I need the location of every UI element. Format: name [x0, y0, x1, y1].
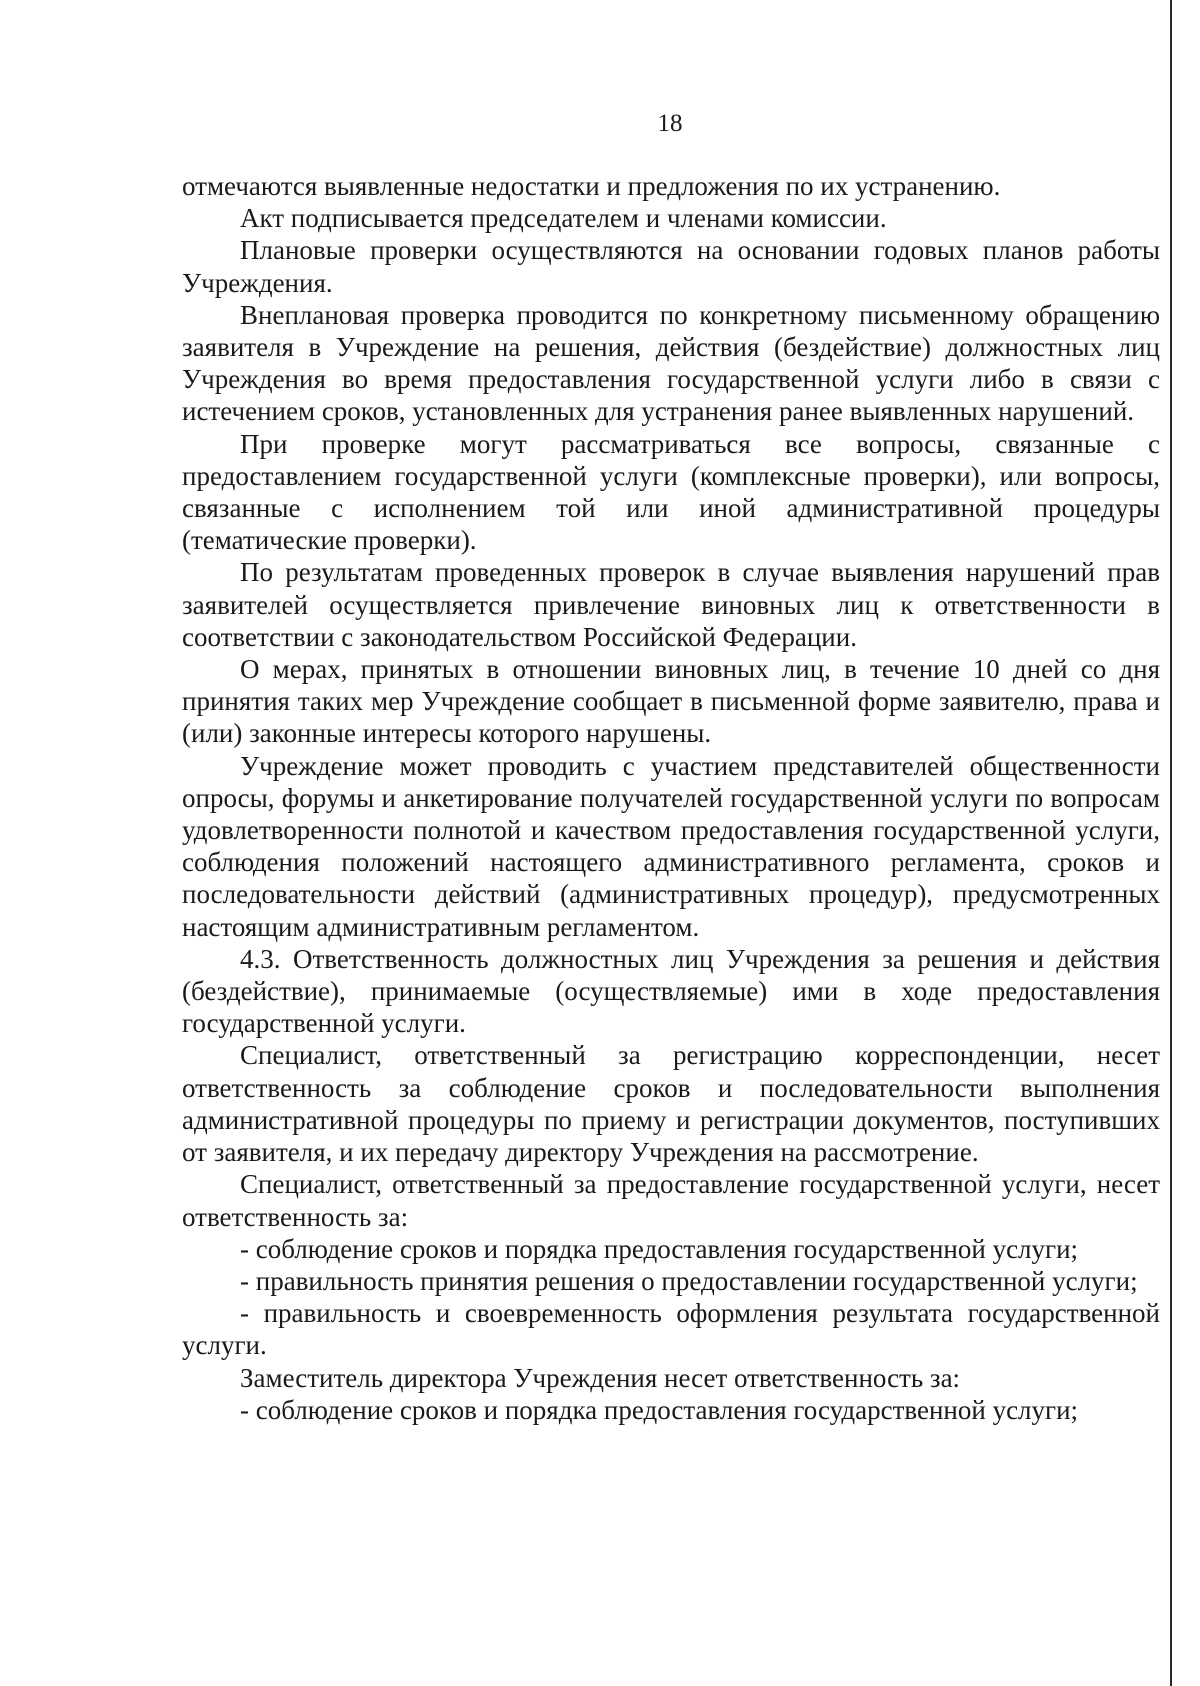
document-body: [182, 170, 1160, 1426]
paragraph: По результатам проведенных проверок в случае выявления нарушений прав заявителей осуществляется привлечение виновных лиц к ответственности в соответствии с законодательством Российской Федерации.: [182, 557, 1160, 652]
paragraph: Учреждение может проводить с участием представителей общественности опросы, форумы и анкетирование получателей государственной услуги по вопросам удовлетворенности полнотой и качеством предоставления государственной услуги, соблюдения положений настоящего административного регламента, сроков и последовательности действий (административных процедур), предусмотренных настоящим административным регламентом.: [182, 750, 1160, 942]
paragraph: Внеплановая проверка проводится по конкретному письменному обращению заявителя в Учреждение на решения, действия (бездействие) должностных лиц Учреждения во время предоставления государственной услуги либо в связи с истечением сроков, установленных для устранения ранее выявленных нарушений.: [182, 299, 1160, 427]
paragraph: отмечаются выявленные недостатки и предложения по их устранению.: [182, 171, 1001, 201]
paragraph: Специалист, ответственный за предоставление государственной услуги, несет ответственность за:: [182, 1169, 1160, 1232]
list-item: - правильность и своевременность оформления результата государственной услуги.: [182, 1298, 1160, 1361]
paragraph: Акт подписывается председателем и членами комиссии.: [240, 203, 887, 234]
list-item: - соблюдение сроков и порядка предоставления государственной услуги;: [240, 1394, 1079, 1425]
list-item: - правильность принятия решения о предоставлении государственной услуги;: [240, 1265, 1138, 1296]
scan-edge-line: [1170, 0, 1172, 1686]
paragraph: О мерах, принятых в отношении виновных лиц, в течение 10 дней со дня принятия таких мер Учреждение сообщает в письменной форме заявителю, права и (или) законные интересы которого нарушены.: [182, 654, 1160, 749]
section-heading-4-3: 4.3. Ответственность должностных лиц Учреждения за решения и действия (бездействие), принимаемые (осуществляемые) ими в ходе предоставления государственной услуги.: [182, 943, 1160, 1039]
paragraph: Плановые проверки осуществляются на основании годовых планов работы Учреждения.: [182, 235, 1160, 298]
paragraph: Специалист, ответственный за регистрацию корреспонденции, несет ответственность за соблюдение сроков и последовательности выполнения административной процедуры по приему и регистрации документов, поступивших от заявителя, и их передачу директору Учреждения на рассмотрение.: [182, 1040, 1160, 1168]
page-number: 18: [657, 110, 683, 137]
paragraph: Заместитель директора Учреждения несет ответственность за:: [240, 1362, 961, 1393]
paragraph: При проверке могут рассматриваться все вопросы, связанные с предоставлением государственной услуги (комплексные проверки), или вопросы, связанные с исполнением той или иной административной процедуры (тематические проверки).: [182, 428, 1160, 556]
list-item: - соблюдение сроков и порядка предоставления государственной услуги;: [240, 1233, 1079, 1264]
